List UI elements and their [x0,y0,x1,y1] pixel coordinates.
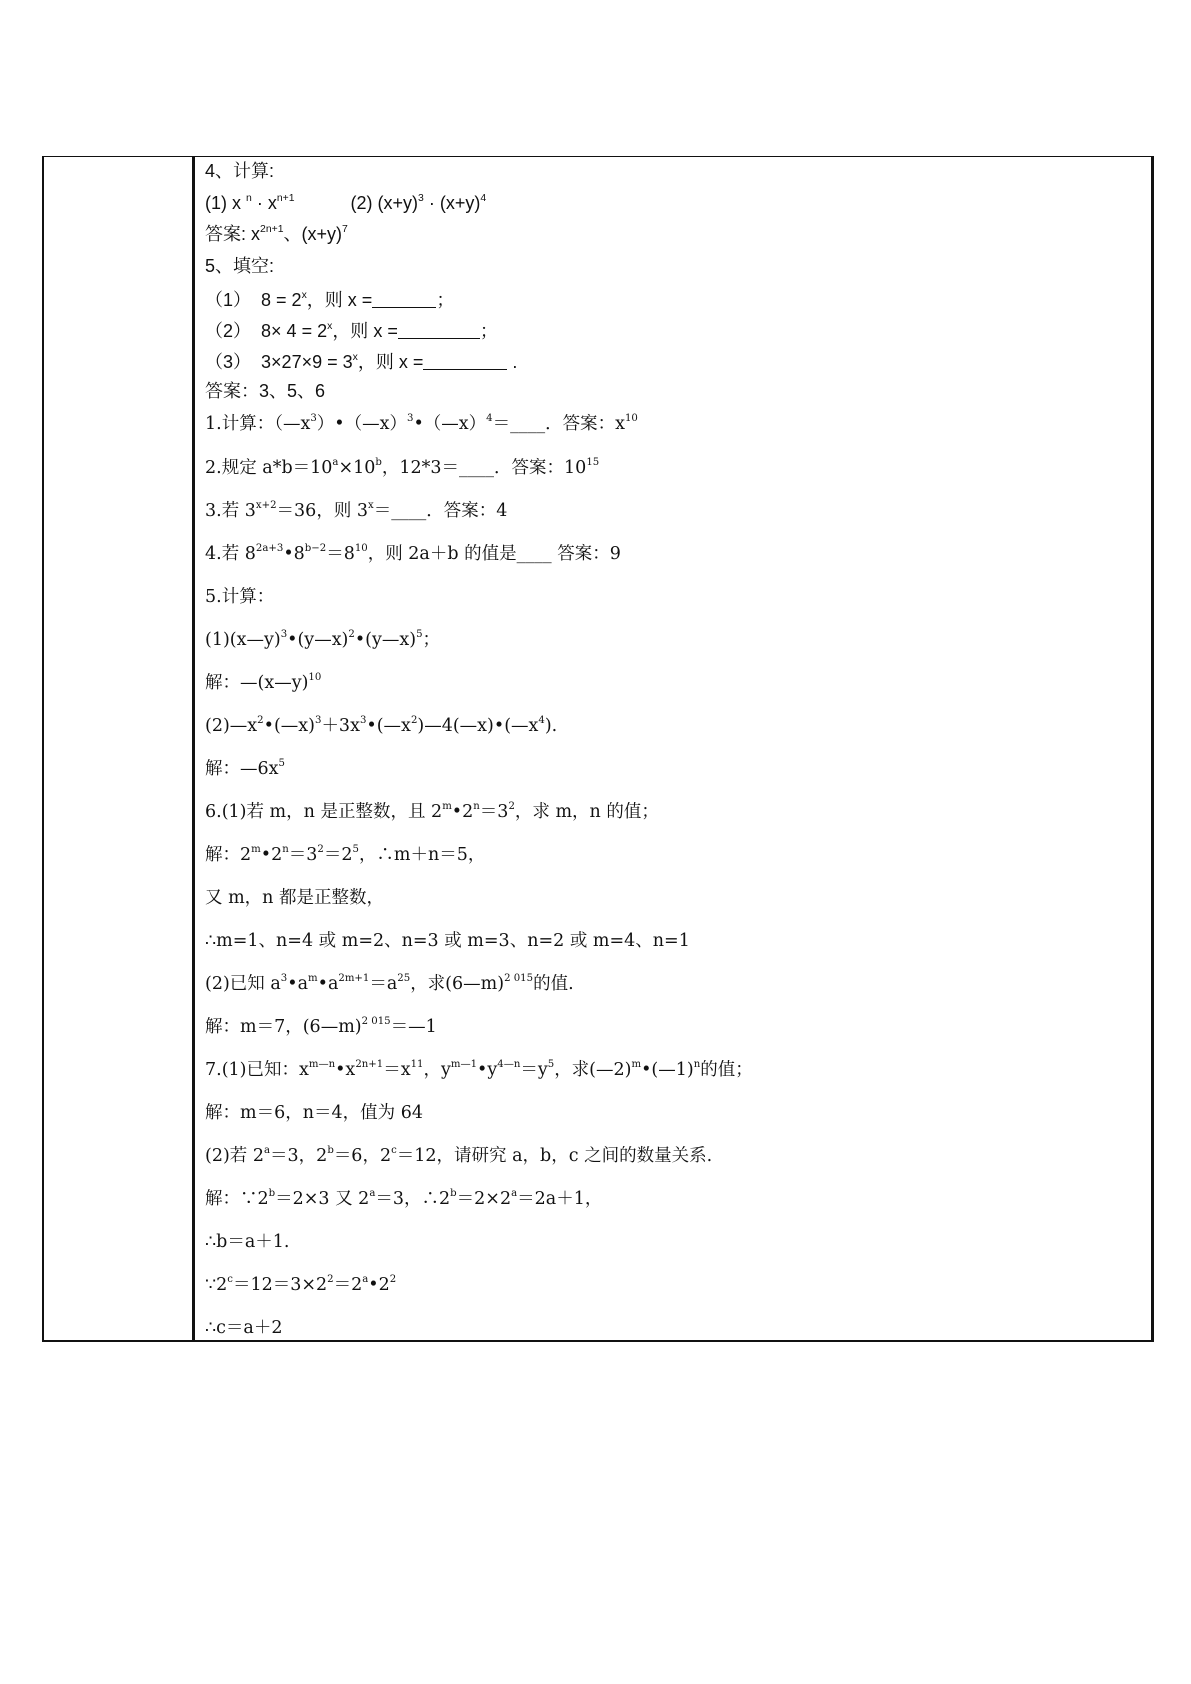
problem-4-expressions: (1) x $^n \cdot x^{n+1}$ (2) $(x+y)^3 \cdot (x+y)^4$ [205,192,487,213]
exercise-5-solution-2: 解：$—6x^5$ [205,758,285,779]
exercise-6-part-2: (2)已知 $a^3•a^m•a^{2m+1}=a^{25}$，求(6—m)$^{2 015}$的值. [205,973,574,994]
problem-5-title: 5、填空: [205,256,275,276]
column-divider [192,156,195,1342]
exercise-7-solution-2c: $\because 2^c=12=3\times 2^2=2^a•2^2$ [205,1274,397,1295]
exercise-6-solution-2: 解：m＝7，(6—m)$^{2 015}$＝—1 [205,1016,437,1037]
exercise-7-solution-2b: ∴b＝a＋1. [205,1232,290,1252]
exercise-1: 1.计算：$(—x^3)•(—x)^3•(—x)^4=\_\_\_\_$．答案：$x^{10}$ [205,413,638,434]
exercise-6-solution-1: 解：$2^m•2^n=3^2=2^5$，∴m＋n＝5， [205,844,486,865]
exercise-2: 2.规定 $a*b=10^a\times 10^b$，12*3＝____．答案：$10^{15}$ [205,457,600,478]
exercise-6-solution-1b: 又 m，n 都是正整数， [205,888,384,908]
exercise-5-title: 5.计算： [205,587,275,607]
exercise-7-part-1: 7.(1)已知：$x^{m—n}•x^{2n+1}=x^{11}$，$y^{m—1}•y^{4—n}=y^5$，求(—2)$^m$•(—1)$^n$的值； [205,1059,753,1080]
exercise-7-solution-2d: ∴c＝a＋2 [205,1318,283,1338]
exercise-5-part-2: $(2)—x^2•(—x)^3+3x^3•(—x^2)—4(—x)•(—x^4)$. [205,715,558,736]
problem-4-answer: 答案: $x^{2n+1}$、$(x+y)^7$ [205,223,348,244]
fill-blank-3: （3） $3\times 27\times 9 = 3^x$，则 x = . [205,351,518,372]
exercise-4: 4.若 $8^{2a+3}•8^{b-2}=8^{10}$，则 2a＋b 的值是____ 答案：9 [205,543,621,564]
fill-blank-1: （1） $8 = 2^x$，则 x = ； [205,289,455,310]
problem-4-title: 4、计算: [205,161,275,181]
problem-5-answer: 答案：3、5、6 [205,381,326,401]
exercise-7-solution-1: 解：m＝6，n＝4，值为 64 [205,1103,423,1123]
exercise-3: 3.若 $3^{x+2}=36$，则 $3^x=\_\_\_\_$．答案：4 [205,500,508,521]
exercise-5-solution-1: 解：—(x—y)$^{10}$ [205,672,322,693]
answer-blank [398,320,480,339]
exercise-6-solution-1c: ∴m=1、n=4 或 m=2、n=3 或 m=3、n=2 或 m=4、n=1 [205,931,690,951]
exercise-5-part-1: (1)(x—y)$^3$•(y—x)$^2$•(y—x)$^5$； [205,629,441,650]
answer-blank [423,351,507,370]
answer-blank [372,289,436,308]
fill-blank-2: （2） $8\times 4 = 2^x$，则 x = ； [205,320,498,341]
exercise-6-part-1: 6.(1)若 m，n 是正整数，且 $2^m•2^n=3^2$，求 m，n 的值； [205,801,659,822]
exercise-7-part-2: (2)若 $2^a=3$，$2^b=6$，$2^c=12$，请研究 a，b，c 之间的数量关系. [205,1145,713,1166]
exercise-7-solution-2a: 解：$\because 2^b=2\times 3$ 又 $2^a=3$，$\therefore 2^b=2\times 2^a=2a+1$， [205,1188,603,1209]
